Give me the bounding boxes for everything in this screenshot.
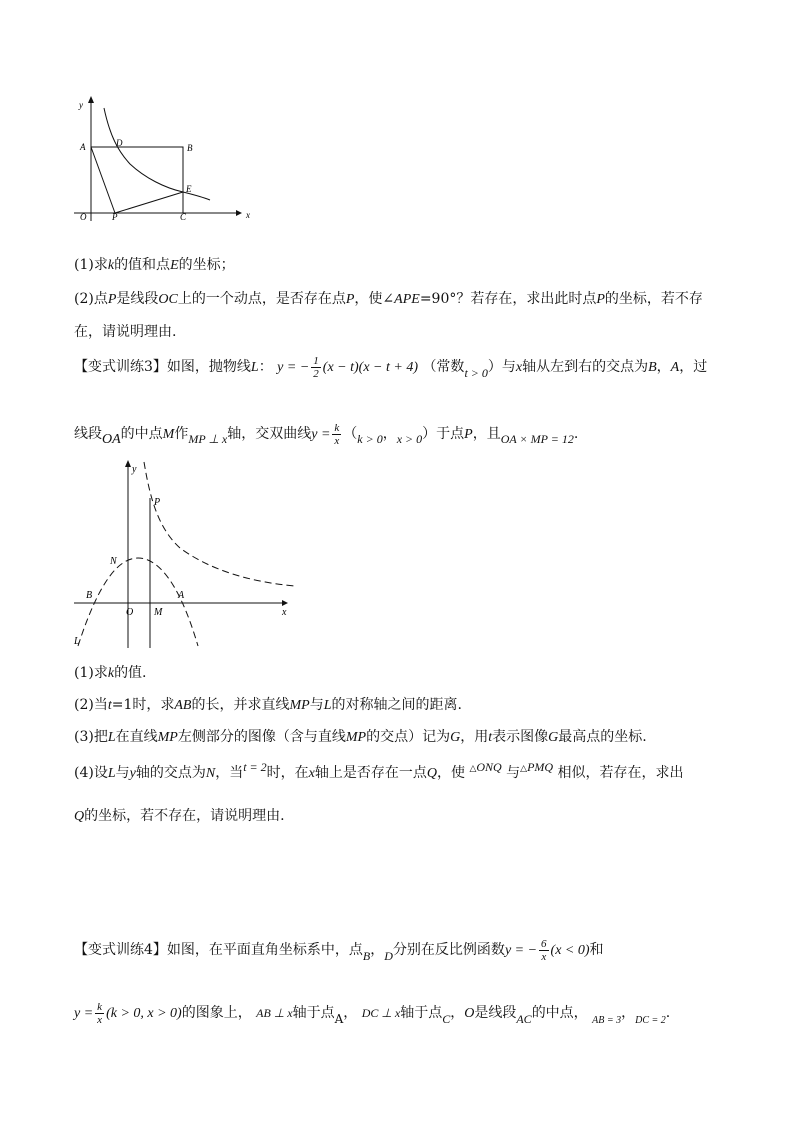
- label-o: O: [80, 212, 87, 222]
- hyperbola-curve: [104, 108, 210, 200]
- variant-3-question-4: (4)设L与y轴的交点为N，当t = 2时，在x轴上是否存在一点Q，使 △ONQ 与△PMQ 相似，若存在，求出: [74, 760, 684, 781]
- variant-3-question-1: (1)求k的值.: [74, 665, 147, 681]
- label-p: P: [112, 212, 118, 222]
- rectangle-oabc: [91, 147, 183, 213]
- variant-3-question-3: (3)把L在直线MP左侧部分的图像（含与直线MP的交点）记为G，用t表示图像G最高点的坐标.: [74, 729, 647, 745]
- figure-2-parabola-hyperbola: [70, 458, 300, 648]
- figure-1-rectangle-hyperbola: [70, 96, 250, 226]
- question-2: (2)点P是线段OC上的一个动点，是否存在点P，使∠APE=90°？若存在，求出此时点P的坐标，若不存: [74, 291, 703, 307]
- label-y: y: [132, 464, 137, 475]
- label-l: L: [74, 636, 80, 647]
- label-p: P: [154, 497, 161, 508]
- question-2-cont: 在，请说明理由.: [74, 324, 177, 340]
- hyperbola-curve: [144, 462, 295, 586]
- parabola-l: [78, 558, 198, 646]
- label-m: M: [154, 607, 163, 618]
- label-d: D: [116, 138, 123, 148]
- y-axis-arrow: [88, 96, 94, 103]
- label-x: x: [282, 607, 287, 618]
- label-c: C: [180, 212, 187, 222]
- variant-3-line-2: 线段OA的中点M作MP ⊥ x轴，交双曲线y = $\frac{k}{x}$ （k > 0，x > 0）于点P，且OA × MP = 12.: [74, 421, 579, 447]
- variant-3-line-1: 【变式训练3】如图，抛物线L： y = − $\frac{1}{2}$ (x − t)(x − t + 4) （常数t > 0）与x轴从左到右的交点为B，A，过: [74, 354, 708, 380]
- segment-pe: [115, 192, 183, 213]
- variant-4-line-2: y = $\frac{k}{x}$ (k > 0, x > 0)的图象上， AB ⊥ x轴于点A， DC ⊥ x轴于点C，O是线段AC的中点， $_{AB = 3}$，$_{DC = 2}$.: [74, 1000, 671, 1026]
- question-1: (1)求k的值和点E的坐标；: [74, 257, 235, 273]
- segment-ap: [91, 147, 115, 213]
- variant-4-line-1: 【变式训练4】如图，在平面直角坐标系中，点B，D分别在反比例函数y = − $\frac{6}{x}$ (x < 0)和: [74, 937, 604, 963]
- label-b: B: [86, 590, 93, 601]
- label-n: N: [110, 556, 117, 567]
- y-axis-arrow: [125, 460, 131, 467]
- label-b: B: [187, 143, 193, 153]
- label-a: A: [178, 590, 185, 601]
- label-o: O: [126, 607, 134, 618]
- x-axis-arrow: [236, 210, 242, 216]
- label-x: x: [246, 210, 250, 220]
- label-y: y: [79, 100, 83, 110]
- variant-3-question-4-cont: Q的坐标，若不存在，请说明理由.: [74, 808, 285, 824]
- x-axis-arrow: [282, 600, 288, 606]
- variant-3-question-2: (2)当t=1时，求AB的长，并求直线MP与L的对称轴之间的距离.: [74, 697, 462, 713]
- label-a: A: [80, 142, 86, 152]
- label-e: E: [186, 184, 192, 194]
